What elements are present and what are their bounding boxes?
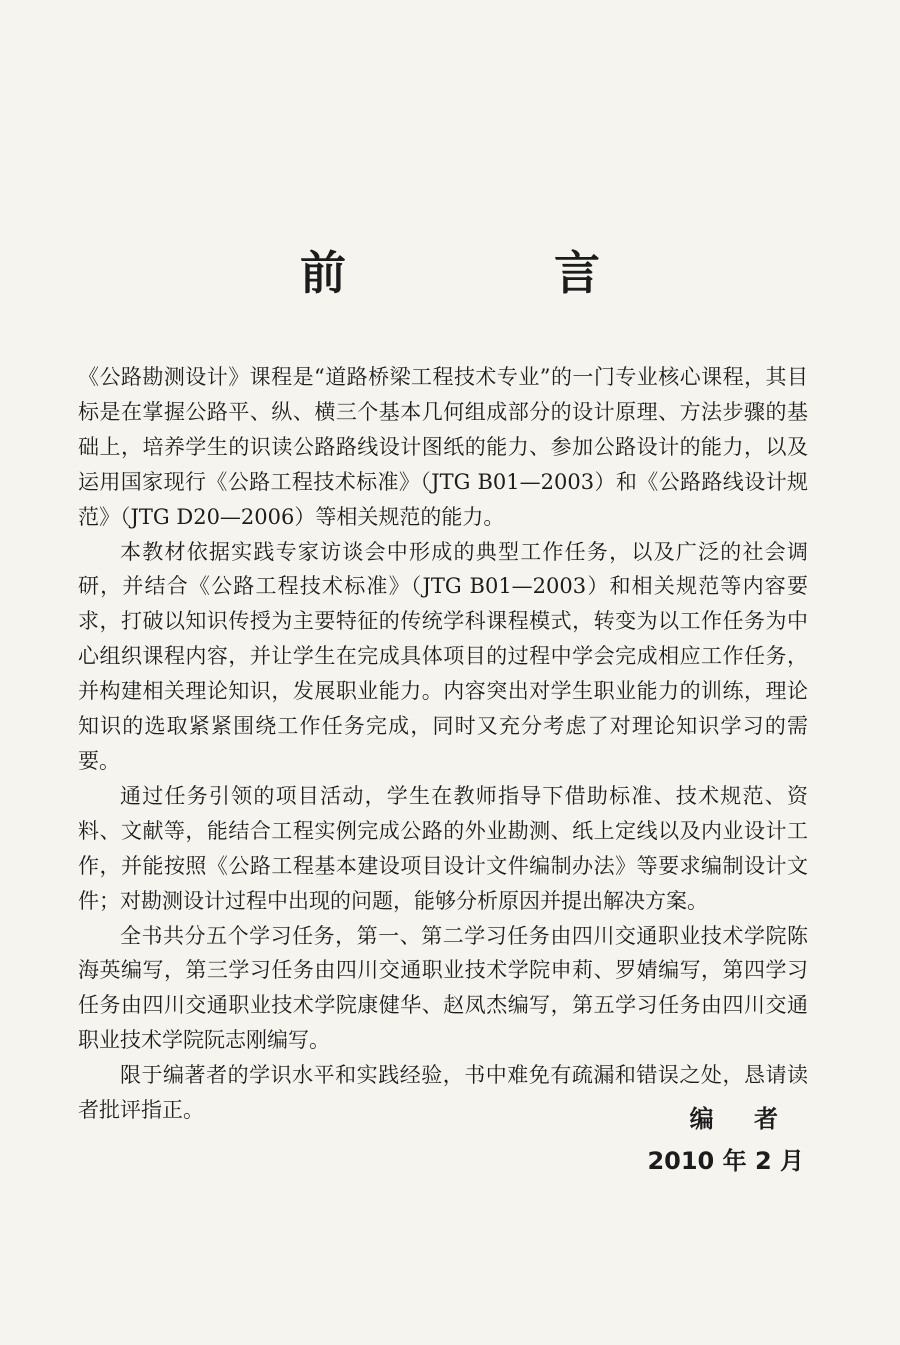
- signature-author: 编 者: [689, 1105, 794, 1133]
- preface-paragraph-2: 本教材依据实践专家访谈会中形成的典型工作任务，以及广泛的社会调研，并结合《公路工程技术标准》（JTG B01—2003）和相关规范等内容要求，打破以知识传授为主要特征的传统学科课程模式，转变为以工作任务为中心组织课程内容，并让学生在完成具体项目的过程中学会完成相应工作任务，并构建相关理论知识，发展职业能力。内容突出对学生职业能力的训练，理论知识的选取紧紧围绕工作任务完成，同时又充分考虑了对理论知识学习的需要。: [78, 539, 808, 773]
- signature-date: 2010 年 2 月: [647, 1147, 804, 1175]
- signature-block: [647, 1098, 804, 1182]
- preface-paragraph-4: 全书共分五个学习任务，第一、第二学习任务由四川交通职业技术学院陈海英编写，第三学习任务由四川交通职业技术学院申莉、罗婧编写，第四学习任务由四川交通职业技术学院康健华、赵凤杰编写，第五学习任务由四川交通职业技术学院阮志刚编写。: [78, 923, 808, 1053]
- preface-paragraph-3: 通过任务引领的项目活动，学生在教师指导下借助标准、技术规范、资料、文献等，能结合工程实例完成公路的外业勘测、纸上定线以及内业设计工作，并能按照《公路工程基本建设项目设计文件编制办法》等要求编制设计文件；对勘测设计过程中出现的问题，能够分析原因并提出解决方案。: [78, 783, 808, 913]
- preface-body: [78, 360, 808, 1128]
- preface-paragraph-5: 限于编著者的学识水平和实践经验，书中难免有疏漏和错误之处，恳请读者批评指正。: [78, 1063, 808, 1123]
- page-title: 前 言: [299, 246, 696, 300]
- preface-paragraph-1: 《公路勘测设计》课程是“道路桥梁工程技术专业”的一门专业核心课程，其目标是在掌握公路平、纵、横三个基本几何组成部分的设计原理、方法步骤的基础上，培养学生的识读公路路线设计图纸的能力、参加公路设计的能力，以及运用国家现行《公路工程技术标准》（JTG B01—2003）和《公路路线设计规范》（JTG D20—2006）等相关规范的能力。: [78, 365, 808, 529]
